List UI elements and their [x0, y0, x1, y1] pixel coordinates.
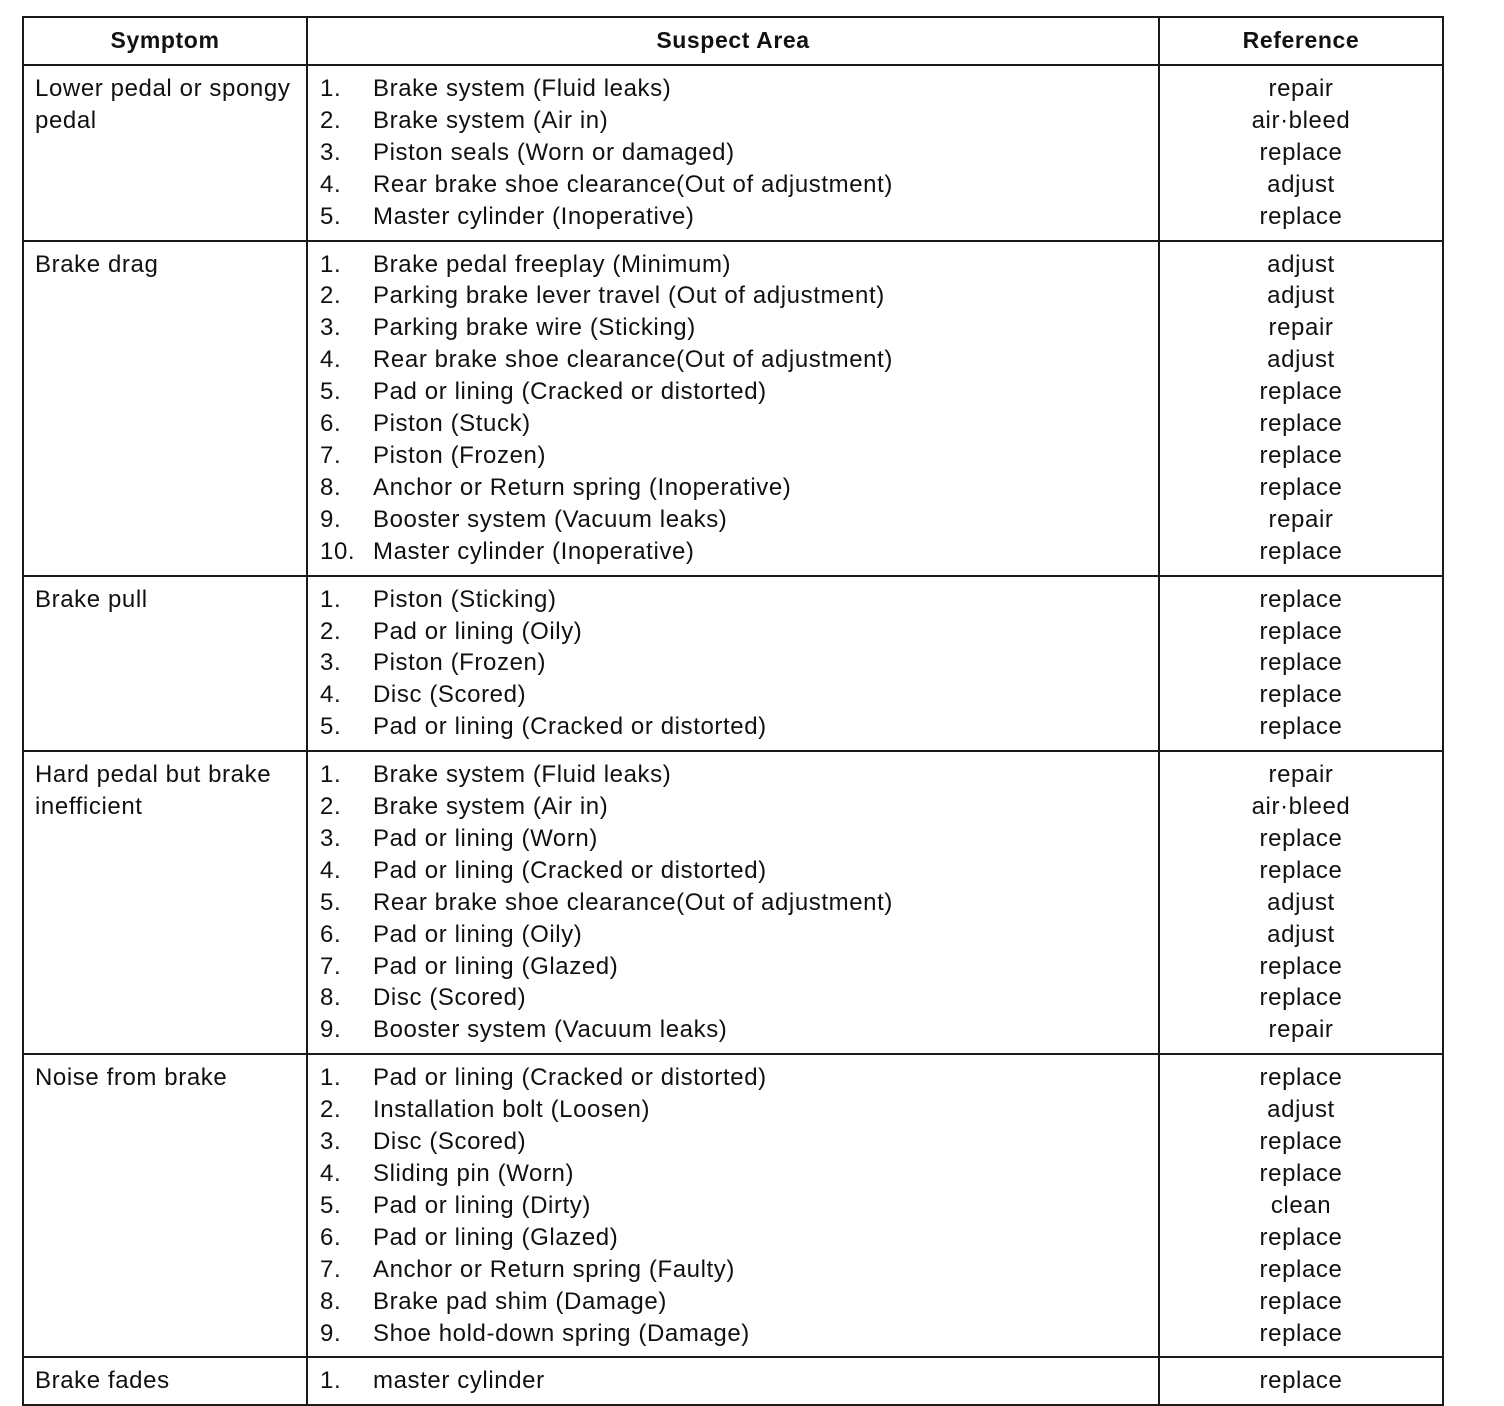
- item-text: Rear brake shoe clearance(Out of adjustment): [373, 346, 893, 374]
- item-text: Pad or lining (Cracked or distorted): [373, 1064, 767, 1092]
- item-text: Anchor or Return spring (Faulty): [373, 1255, 735, 1283]
- item-text: Master cylinder (Inoperative): [373, 202, 695, 230]
- reference-action: replace: [1259, 537, 1343, 565]
- reference-action: adjust: [1267, 346, 1335, 374]
- item-number: 5.: [320, 1191, 342, 1219]
- suspect-item: [320, 647, 1148, 679]
- reference-action: clean: [1270, 1191, 1332, 1219]
- reference-action: adjust: [1267, 1096, 1335, 1124]
- item-text: Pad or lining (Cracked or distorted): [373, 378, 767, 406]
- suspect-item: [320, 711, 1148, 743]
- suspect-item: [320, 344, 1148, 376]
- suspect-item: [320, 759, 1148, 791]
- suspect-item: [320, 1222, 1148, 1254]
- suspect-item: [320, 201, 1148, 233]
- suspect-item: [320, 919, 1148, 951]
- reference-cell: [1159, 1357, 1443, 1405]
- suspect-item: [320, 312, 1148, 344]
- item-number: 3.: [320, 824, 342, 852]
- item-number: 7.: [320, 952, 342, 980]
- item-text: Piston (Frozen): [373, 441, 547, 469]
- suspect-item: [320, 1190, 1148, 1222]
- suspect-item: [320, 73, 1148, 105]
- reference-action: replace: [1259, 378, 1343, 406]
- reference-action: replace: [1259, 441, 1343, 469]
- header-symptom: Symptom: [23, 17, 307, 65]
- item-number: 7.: [320, 441, 342, 469]
- suspect-item: [320, 1365, 1148, 1397]
- suspect-area-cell: [307, 65, 1159, 241]
- symptom-cell: [23, 241, 307, 576]
- item-number: 2.: [320, 1096, 342, 1124]
- suspect-item: [320, 951, 1148, 983]
- suspect-item: [320, 249, 1148, 281]
- reference-action: replace: [1259, 1367, 1343, 1395]
- symptom-cell: [23, 751, 307, 1054]
- item-text: Brake system (Fluid leaks): [373, 75, 672, 102]
- reference-action: replace: [1259, 473, 1343, 501]
- reference-action: replace: [1259, 202, 1343, 230]
- item-number: 2.: [320, 793, 342, 821]
- reference-action: replace: [1259, 1064, 1343, 1092]
- reference-action: adjust: [1267, 888, 1335, 916]
- suspect-item: [320, 982, 1148, 1014]
- table-row: [23, 1054, 1443, 1357]
- table-body: [23, 65, 1443, 1405]
- suspect-item: [320, 105, 1148, 137]
- reference-action: replace: [1259, 952, 1343, 980]
- reference-cell: [1159, 751, 1443, 1054]
- item-number: 3.: [320, 1128, 342, 1156]
- table-row: [23, 65, 1443, 241]
- reference-action: adjust: [1267, 170, 1335, 198]
- suspect-item: [320, 408, 1148, 440]
- suspect-area-cell: [307, 1357, 1159, 1405]
- item-text: Rear brake shoe clearance(Out of adjustment): [373, 170, 893, 198]
- suspect-item: [320, 376, 1148, 408]
- item-number: 9.: [320, 505, 342, 533]
- reference-action: replace: [1259, 856, 1343, 884]
- reference-action: replace: [1259, 1160, 1343, 1187]
- reference-action: replace: [1259, 824, 1343, 852]
- item-number: 8.: [320, 984, 342, 1012]
- suspect-item: [320, 791, 1148, 823]
- item-text: Brake system (Fluid leaks): [373, 761, 672, 789]
- item-text: master cylinder: [373, 1367, 545, 1395]
- reference-action: replace: [1259, 1287, 1343, 1315]
- reference-action: repair: [1268, 1016, 1334, 1044]
- item-text: Pad or lining (Glazed): [373, 952, 619, 980]
- reference-cell: [1159, 241, 1443, 576]
- suspect-item: [320, 440, 1148, 472]
- reference-action: replace: [1259, 1128, 1343, 1156]
- suspect-item: [320, 1062, 1148, 1094]
- item-number: 5.: [320, 202, 342, 230]
- item-text: Disc (Scored): [373, 681, 527, 709]
- item-number: 7.: [320, 1255, 342, 1283]
- suspect-item: [320, 504, 1148, 536]
- reference-cell: [1159, 65, 1443, 241]
- symptom-cell: [23, 1054, 307, 1357]
- item-text: Piston (Sticking): [373, 585, 557, 613]
- item-text: Installation bolt (Loosen): [373, 1096, 651, 1124]
- symptom-text: Brake pull: [35, 585, 148, 613]
- item-number: 2.: [320, 617, 342, 645]
- reference-action: replace: [1259, 138, 1343, 166]
- item-number: 3.: [320, 138, 342, 166]
- item-text: Piston seals (Worn or damaged): [373, 138, 735, 166]
- item-number: 1.: [320, 75, 342, 102]
- symptom-cell: [23, 576, 307, 752]
- reference-action: replace: [1259, 1223, 1343, 1251]
- item-text: Anchor or Return spring (Inoperative): [373, 473, 792, 501]
- item-text: Master cylinder (Inoperative): [373, 537, 695, 565]
- item-number: 3.: [320, 649, 342, 677]
- suspect-area-cell: [307, 1054, 1159, 1357]
- item-text: Sliding pin (Worn): [373, 1160, 575, 1187]
- symptom-text: Brake drag: [35, 250, 159, 278]
- item-number: 1.: [320, 250, 342, 278]
- item-text: Parking brake wire (Sticking): [373, 314, 696, 342]
- header-reference: Reference: [1159, 17, 1443, 65]
- suspect-item: [320, 1014, 1148, 1046]
- item-number: 5.: [320, 713, 342, 741]
- suspect-item: [320, 1254, 1148, 1286]
- item-number: 6.: [320, 920, 342, 948]
- item-text: Shoe hold-down spring (Damage): [373, 1319, 750, 1347]
- suspect-item: [320, 1094, 1148, 1126]
- table-row: [23, 241, 1443, 576]
- item-number: 5.: [320, 888, 342, 916]
- item-text: Brake pad shim (Damage): [373, 1287, 667, 1315]
- item-number: 8.: [320, 1287, 342, 1315]
- symptom-text: Lower pedal or spongy pedal: [35, 75, 291, 134]
- suspect-item: [320, 169, 1148, 201]
- reference-action: replace: [1259, 713, 1343, 741]
- reference-action: replace: [1259, 617, 1343, 645]
- suspect-item: [320, 1126, 1148, 1158]
- item-number: 1.: [320, 1064, 342, 1092]
- reference-action: air·bleed: [1251, 106, 1351, 134]
- item-number: 1.: [320, 585, 342, 613]
- table-header: [23, 17, 1443, 65]
- item-number: 3.: [320, 314, 342, 342]
- item-number: 2.: [320, 282, 342, 310]
- symptom-cell: [23, 65, 307, 241]
- reference-action: adjust: [1267, 282, 1335, 310]
- reference-cell: [1159, 1054, 1443, 1357]
- reference-action: replace: [1259, 984, 1343, 1012]
- item-number: 9.: [320, 1016, 342, 1044]
- item-text: Pad or lining (Oily): [373, 617, 583, 645]
- suspect-item: [320, 1286, 1148, 1318]
- item-number: 1.: [320, 1367, 342, 1395]
- item-number: 4.: [320, 681, 342, 709]
- header-row: [23, 17, 1443, 65]
- reference-action: repair: [1268, 314, 1334, 342]
- item-number: 6.: [320, 410, 342, 438]
- reference-action: repair: [1268, 505, 1334, 533]
- item-text: Brake system (Air in): [373, 106, 609, 134]
- table-row: [23, 1357, 1443, 1405]
- item-number: 2.: [320, 106, 342, 134]
- reference-action: repair: [1268, 761, 1334, 789]
- reference-cell: [1159, 576, 1443, 752]
- item-text: Booster system (Vacuum leaks): [373, 1016, 728, 1044]
- suspect-item: [320, 472, 1148, 504]
- reference-action: air·bleed: [1251, 793, 1351, 821]
- item-text: Rear brake shoe clearance(Out of adjustment): [373, 888, 893, 916]
- suspect-area-cell: [307, 241, 1159, 576]
- reference-action: replace: [1259, 1319, 1343, 1347]
- suspect-item: [320, 584, 1148, 616]
- item-text: Pad or lining (Oily): [373, 920, 583, 948]
- reference-action: replace: [1259, 649, 1343, 677]
- item-text: Disc (Scored): [373, 1128, 527, 1156]
- item-number: 4.: [320, 170, 342, 198]
- symptom-text: Hard pedal but brake inefficient: [35, 761, 272, 821]
- item-number: 8.: [320, 473, 342, 501]
- suspect-item: [320, 137, 1148, 169]
- symptom-text: Noise from brake: [35, 1064, 228, 1092]
- suspect-item: [320, 887, 1148, 919]
- suspect-item: [320, 679, 1148, 711]
- item-number: 6.: [320, 1223, 342, 1251]
- reference-action: adjust: [1267, 920, 1335, 948]
- item-text: Booster system (Vacuum leaks): [373, 505, 728, 533]
- item-text: Piston (Frozen): [373, 649, 547, 677]
- table-row: [23, 751, 1443, 1054]
- reference-action: replace: [1259, 410, 1343, 438]
- item-number: 4.: [320, 856, 342, 884]
- item-text: Pad or lining (Cracked or distorted): [373, 856, 767, 884]
- item-number: 4.: [320, 346, 342, 374]
- suspect-item: [320, 536, 1148, 568]
- reference-action: adjust: [1267, 250, 1335, 278]
- suspect-item: [320, 1158, 1148, 1190]
- troubleshooting-table: [22, 16, 1444, 1406]
- item-text: Brake system (Air in): [373, 793, 609, 821]
- item-text: Pad or lining (Worn): [373, 824, 598, 852]
- suspect-item: [320, 616, 1148, 648]
- item-number: 4.: [320, 1160, 342, 1187]
- suspect-item: [320, 280, 1148, 312]
- suspect-area-cell: [307, 751, 1159, 1054]
- item-text: Parking brake lever travel (Out of adjustment): [373, 282, 885, 310]
- item-text: Disc (Scored): [373, 984, 527, 1012]
- reference-action: replace: [1259, 1255, 1343, 1283]
- item-text: Pad or lining (Dirty): [373, 1191, 591, 1219]
- reference-action: replace: [1259, 681, 1343, 709]
- symptom-text: Brake fades: [35, 1367, 170, 1395]
- item-text: Pad or lining (Glazed): [373, 1223, 619, 1251]
- reference-action: replace: [1259, 585, 1343, 613]
- header-suspect-area: Suspect Area: [307, 17, 1159, 65]
- symptom-cell: [23, 1357, 307, 1405]
- suspect-item: [320, 1318, 1148, 1350]
- item-number: 10.: [320, 537, 356, 565]
- reference-action: repair: [1268, 75, 1334, 102]
- item-number: 9.: [320, 1319, 342, 1347]
- item-text: Brake pedal freeplay (Minimum): [373, 250, 732, 278]
- item-text: Pad or lining (Cracked or distorted): [373, 713, 767, 741]
- suspect-item: [320, 855, 1148, 887]
- suspect-item: [320, 823, 1148, 855]
- table-row: [23, 576, 1443, 752]
- item-number: 1.: [320, 761, 342, 789]
- item-number: 5.: [320, 378, 342, 406]
- suspect-area-cell: [307, 576, 1159, 752]
- item-text: Piston (Stuck): [373, 410, 531, 438]
